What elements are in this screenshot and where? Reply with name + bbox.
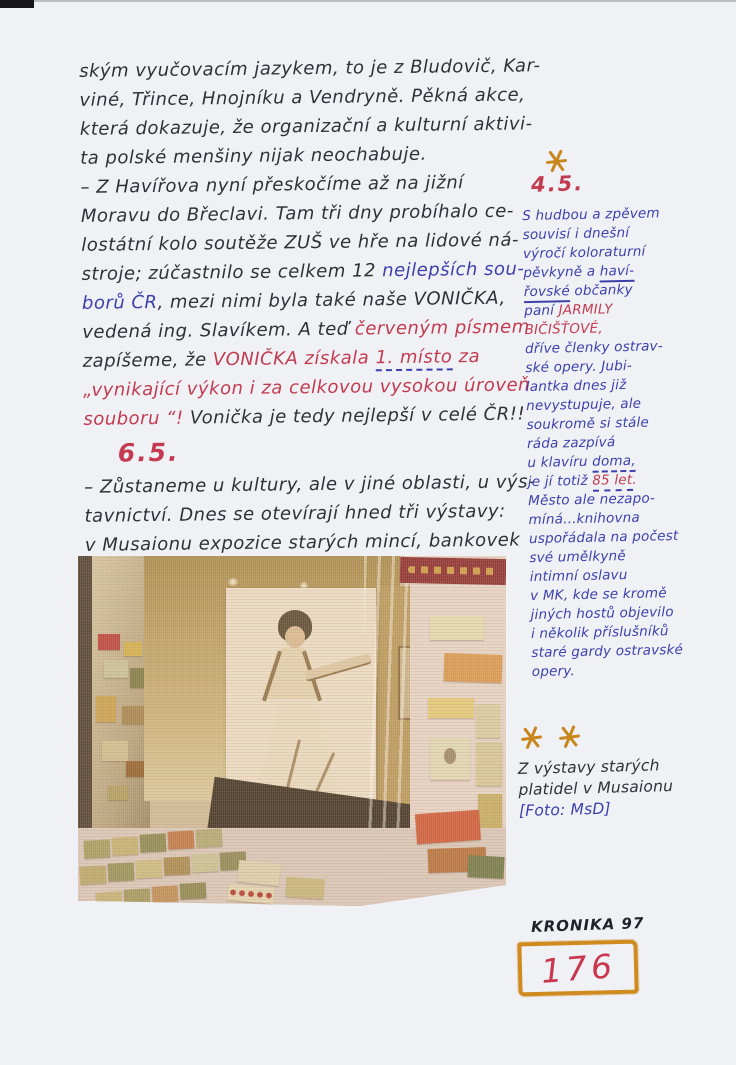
photo-banknote [428, 698, 474, 718]
text-segment: , mezi nimi byla také naše VONIČKA, [157, 287, 506, 313]
date-heading [84, 430, 554, 472]
text-segment: souboru “! [83, 407, 191, 430]
banknote-portrait [444, 748, 456, 764]
margin-note-column [522, 203, 732, 682]
photo-banknote [430, 616, 484, 640]
asterisk-icon [544, 149, 568, 173]
text-segment: občanky [569, 281, 633, 300]
photo-banknote-sheet [196, 828, 223, 847]
text-segment: nevystupuje, ale [526, 395, 642, 415]
text-segment: stroje; zúčastnilo se celkem 12 [81, 260, 383, 285]
text-segment: VONIČKA získala [212, 347, 376, 371]
photo-banknote-sheet [164, 856, 191, 875]
text-segment: lantka dnes již [525, 377, 627, 396]
scan-artifact [0, 0, 34, 8]
text-segment: [Foto: MsD] [518, 799, 611, 821]
handwritten-line [532, 659, 732, 682]
ceiling-light [228, 578, 238, 586]
photo-caption [517, 722, 674, 822]
portrait-face [285, 626, 305, 648]
handwritten-line [83, 399, 553, 434]
text-segment: soukromě si stále [526, 414, 650, 434]
text-segment: zapíšeme, že [82, 349, 213, 372]
photo-banknote [476, 742, 502, 786]
text-segment: ským vyučovacím jazykem, to je z Bludovič, Kar- [78, 55, 541, 82]
text-segment: – Z Havířova nyní přeskočíme až na jižní [80, 172, 464, 198]
text-segment: ské opery. Jubi- [525, 357, 633, 377]
margin-date: 4.5. [530, 171, 585, 197]
text-segment: – Zůstaneme u kultury, ale v jiné oblasti, u výs- [84, 471, 536, 498]
photo-banknote-sheet [237, 860, 281, 886]
text-segment: tavnictví. Dnes se otevírají hned tři výstavy: [84, 500, 506, 527]
photo-banknote-sheet [124, 888, 151, 905]
text-segment: své umělkyně [529, 548, 626, 567]
text-segment: uspořádala na počest [528, 527, 679, 548]
page-number-box [517, 940, 638, 997]
text-segment: jiných hostů objevilo [530, 604, 674, 624]
photo-stamp [122, 706, 144, 724]
photo-banknote-sheet [80, 865, 107, 884]
text-segment: . [632, 471, 637, 488]
text-segment: souvisí i dnešní [522, 224, 630, 244]
photo-stamp [124, 642, 142, 656]
handwritten-line [518, 776, 673, 801]
photo-banknote-sheet [152, 885, 179, 902]
text-segment: doma, [592, 453, 636, 473]
text-segment: paní [524, 302, 559, 320]
text-segment: S hudbou a zpěvem [522, 205, 660, 225]
photo-stamp [102, 741, 128, 761]
handwritten-line [82, 312, 552, 347]
text-segment: výročí koloraturní [522, 243, 646, 263]
photo-stamp [108, 786, 128, 800]
text-segment: která dokazuje, že organizační a kulturní aktivi- [79, 113, 533, 140]
photo-banknote-sheet [96, 891, 123, 908]
photo-banknote [467, 855, 504, 879]
text-segment: platidel v Musaionu [518, 776, 674, 800]
chronicle-label: KRONIKA 97 [530, 914, 645, 936]
text-segment: 85 let [592, 472, 632, 492]
handwritten-line [519, 797, 674, 822]
photo-red-banner [400, 557, 507, 585]
text-segment: BIČIŠŤOVÉ, [524, 320, 603, 339]
text-segment: „vynikající výkon i za celkovou vysokou úroveň [82, 374, 531, 401]
text-segment: za [452, 346, 481, 368]
photo-banknote-sheet [136, 859, 163, 878]
photo-banknote-sheet [140, 833, 167, 852]
text-segment: lostátní kolo soutěže ZUŠ ve hře na lidové ná- [81, 229, 520, 256]
text-segment: je jí totiž [527, 472, 593, 491]
text-segment: 6.5. [117, 437, 180, 468]
text-segment: ta polské menšiny nijak neochabuje. [80, 143, 427, 169]
text-segment: intimní oslavu [529, 567, 628, 586]
caption-markers [519, 722, 672, 750]
photo-stamp [104, 660, 128, 678]
handwritten-line [85, 525, 555, 560]
text-segment: červeným písmem [354, 316, 530, 340]
text-segment: staré gardy ostravské [531, 641, 684, 662]
banner-script-text [408, 566, 496, 575]
asterisk-icon [557, 724, 582, 749]
text-segment: JARMILY [558, 301, 613, 319]
photo-banknote-sheet [84, 839, 111, 858]
caption-text [518, 755, 674, 822]
text-segment: pěvkyně a [523, 263, 600, 282]
text-segment: haví- [600, 263, 635, 283]
text-segment: Z výstavy starých [517, 756, 660, 779]
photo-stamp [98, 634, 120, 650]
text-segment: Vonička je tedy nejlepší v celé ČR!! [189, 403, 526, 429]
photo-banknote-sheet [108, 862, 135, 881]
text-segment: ráda zazpívá [526, 434, 616, 453]
scan-edge-line [0, 0, 736, 2]
photo-banknote [430, 738, 470, 780]
photo-banknote [476, 704, 500, 738]
text-segment: 1. místo [375, 346, 452, 371]
photo-banknote-sheet [192, 853, 219, 872]
text-segment: v MK, kde se kromě [530, 585, 668, 605]
text-segment: vedená ing. Slavíkem. A teď [82, 318, 355, 343]
text-segment: i několik příslušníků [530, 623, 669, 643]
text-segment: míná...knihovna [528, 509, 641, 529]
photo-banknote-sheet [168, 830, 195, 849]
text-segment: v Musaionu expozice starých mincí, bankovek [84, 529, 521, 556]
text-segment: u klavíru [527, 453, 593, 472]
photo-stamp [126, 761, 144, 777]
handwritten-line [80, 109, 550, 144]
asterisk-icon [519, 725, 544, 750]
photo-banknote [415, 810, 481, 844]
photo-banknote-sheet [112, 836, 139, 855]
text-segment: opery. [531, 663, 576, 681]
text-segment: borů ČR [81, 291, 158, 314]
portrait-arm [304, 653, 372, 682]
text-segment: nejlepších sou- [382, 258, 525, 282]
text-segment: dříve členky ostrav- [524, 338, 664, 358]
exhibition-photo [78, 556, 506, 906]
main-text-column [79, 51, 555, 560]
text-segment: viné, Třince, Hnojníku a Vendryně. Pěkná akce, [79, 84, 526, 111]
photo-banknote-sheet [180, 882, 207, 899]
photo-banknote-sheet [285, 877, 324, 900]
photo-banknote [444, 653, 503, 683]
photo-stamp [96, 696, 116, 722]
page-number: 176 [539, 945, 617, 991]
text-segment: řovské [524, 283, 571, 303]
text-segment: Moravu do Břeclavi. Tam tři dny probíhalo ce- [80, 200, 514, 227]
text-segment: Město ale nezapo- [528, 490, 656, 510]
